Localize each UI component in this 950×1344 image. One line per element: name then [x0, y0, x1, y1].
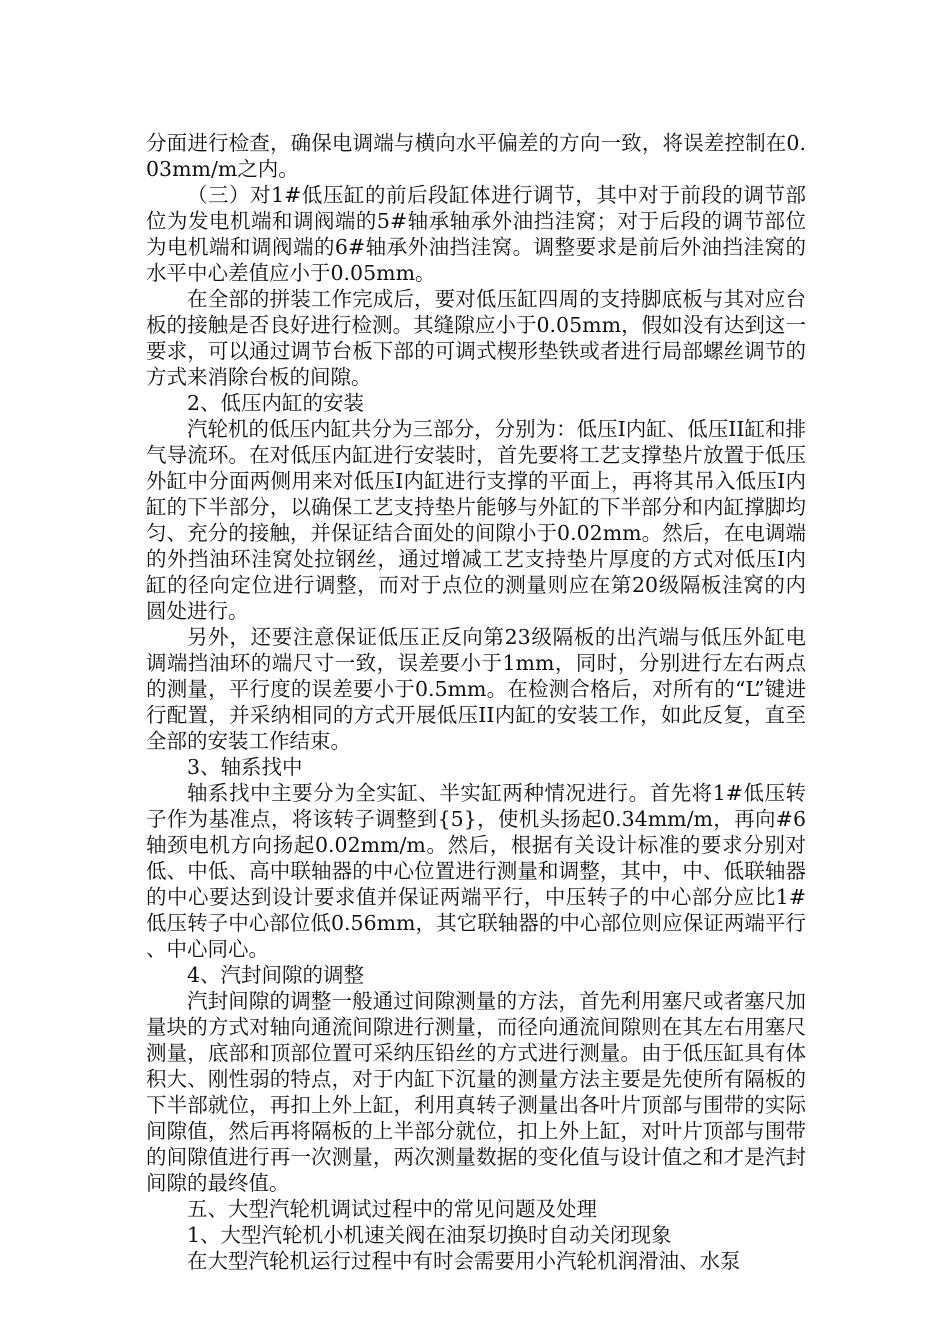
- chapter-heading-5: 五、大型汽轮机调试过程中的常见问题及处理: [187, 1197, 597, 1221]
- section-heading-4: 4、汽封间隙的调整: [187, 963, 365, 987]
- paragraph-7: 汽封间隙的调整一般通过间隙测量的方法，首先利用塞尺或者塞尺加量块的方式对轴向通流间隙进行测量，而径向通流间隙则在其左右用塞尺测量，底部和顶部位置可采纳压铅丝的方式进行测量。由于低压缸具有体积大、刚性弱的特点，对于内缸下沉量的测量方法主要是先使所有隔板的下半部就位，再扣上外上缸，利用真转子测量出各叶片顶部与围带的实际间隙值，然后再将隔板的上半部分就位，扣上外上缸，对叶片顶部与围带的间隙值进行再一次测量，两次测量数据的变化值与设计值之和才是汽封间隙的最终值。: [146, 989, 806, 1195]
- section-heading-2: 2、低压内缸的安装: [187, 391, 365, 415]
- paragraph-6: 轴系找中主要分为全实缸、半实缸两种情况进行。首先将1#低压转子作为基准点，将该转子调整到{5}，使机头扬起0.34mm/m，再向#6轴颈电机方向扬起0.02mm/m。然后，根据有关设计标准的要求分别对低、中低、高中联轴器的中心位置进行测量和调整，其中，中、低联轴器的中心要达到设计要求值并保证两端平行，中压转子的中心部分应比1#低压转子中心部位低0.56mm，其它联轴器的中心部位则应保证两端平行、中心同心。: [146, 781, 806, 961]
- paragraph-4: 汽轮机的低压内缸共分为三部分，分别为：低压I内缸、低压II缸和排气导流环。在对低压内缸进行安装时，首先要将工艺支撑垫片放置于低压外缸中分面两侧用来对低压I内缸进行支撑的平面上，再将其吊入低压I内缸的下半部分，以确保工艺支持垫片能够与外缸的下半部分和内缸撑脚均匀、充分的接触，并保证结合面处的间隙小于0.02mm。然后，在电调端的外挡油环洼窝处拉钢丝，通过增减工艺支持垫片厚度的方式对低压I内缸的径向定位进行调整，而对于点位的测量则应在第20级隔板洼窝的内圆处进行。: [146, 417, 806, 623]
- paragraph-2: （三）对1#低压缸的前后段缸体进行调节，其中对于前段的调节部位为发电机端和调阀端的5#轴承轴承外油挡洼窝；对于后段的调节部位为电机端和调阀端的6#轴承外油挡洼窝。调整要求是前后外油挡洼窝的水平中心差值应小于0.05mm。: [146, 183, 806, 285]
- paragraph-5: 另外，还要注意保证低压正反向第23级隔板的出汽端与低压外缸电调端挡油环的端尺寸一致，误差要小于1mm，同时，分别进行左右两点的测量，平行度的误差要小于0.5mm。在检测合格后，对所有的“L”键进行配置，并采纳相同的方式开展低压II内缸的安装工作，如此反复，直至全部的安装工作结束。: [146, 625, 806, 753]
- paragraph-1: 分面进行检查，确保电调端与横向水平偏差的方向一致，将误差控制在0.03mm/m之内。: [146, 131, 806, 181]
- section-heading-3: 3、轴系找中: [187, 755, 303, 779]
- paragraph-8: 在大型汽轮机运行过程中有时会需要用小汽轮机润滑油、水泵: [187, 1249, 741, 1273]
- paragraph-3: 在全部的拼装工作完成后，要对低压缸四周的支持脚底板与其对应台板的接触是否良好进行检测。其缝隙应小于0.05mm，假如没有达到这一要求，可以通过调节台板下部的可调式楔形垫铁或者进行局部螺丝调节的方式来消除台板的间隙。: [146, 287, 806, 389]
- document-body: [146, 130, 806, 1274]
- subsection-heading-5-1: 1、大型汽轮机小机速关阀在油泵切换时自动关闭现象: [187, 1223, 672, 1247]
